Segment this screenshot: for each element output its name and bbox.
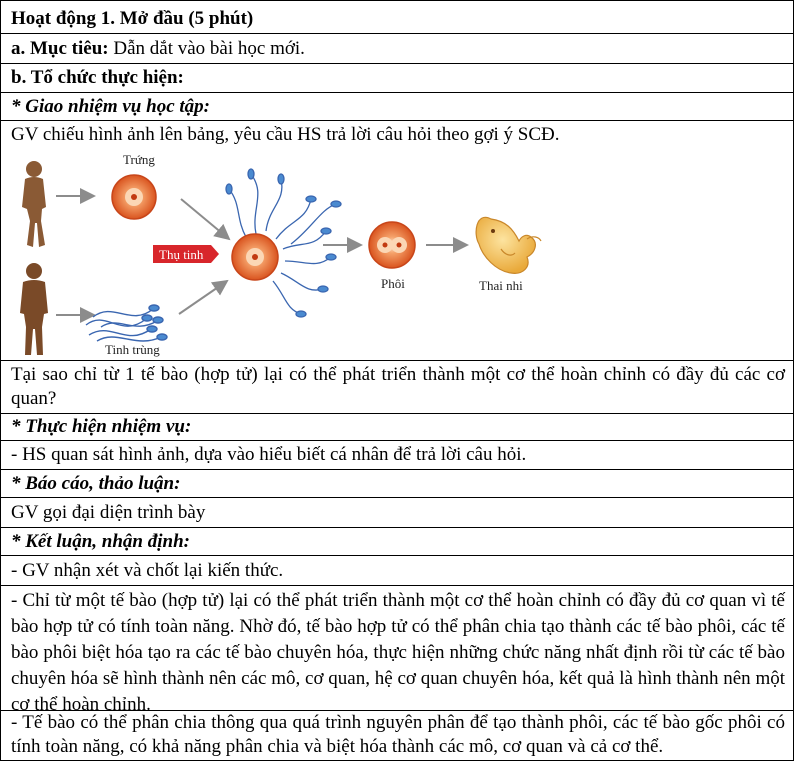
arrow [179, 281, 227, 314]
task-assign-text: GV chiếu hình ảnh lên bảng, yêu cầu HS trả lời câu hỏi theo gợi ý SCĐ. [11, 124, 560, 145]
egg-label: Trứng [123, 152, 155, 167]
divider [1, 440, 793, 441]
sperm-cluster-icon [86, 305, 167, 341]
egg-cell-icon [112, 175, 156, 219]
divider [1, 585, 793, 586]
zygote-cell-icon [232, 234, 278, 280]
divider [1, 497, 793, 498]
male-figure-icon [20, 263, 48, 355]
female-figure-icon [22, 161, 46, 247]
divider [1, 527, 793, 528]
divider [1, 63, 793, 64]
conclusion-paragraph-2: - Tế bào có thể phân chia thông qua quá trình nguyên phân để tạo thành phôi, các tế bào gốc phôi có tính toàn năng, có khả năng phân chia và biệt hóa thành các mô, cơ quan và cả cơ thể. [11, 712, 785, 757]
task-assign-heading: * Giao nhiệm vụ học tập: [11, 96, 210, 117]
report-text: GV gọi đại diện trình bày [11, 502, 206, 523]
task-do-text: - HS quan sát hình ảnh, dựa vào hiểu biết cá nhân để trả lời câu hỏi. [11, 444, 527, 465]
conclusion-line: - GV nhận xét và chốt lại kiến thức. [11, 560, 284, 581]
activity-title: Hoạt động 1. Mở đầu (5 phút) [11, 8, 254, 29]
fertilization-diagram [1, 149, 793, 361]
report-heading: * Báo cáo, thảo luận: [11, 473, 181, 494]
divider [1, 33, 793, 34]
fertilization-banner [153, 245, 219, 263]
objective-line [11, 36, 785, 61]
arrow [181, 199, 229, 239]
divider [1, 360, 793, 361]
conclusion-heading: * Kết luận, nhận định: [11, 531, 190, 552]
fertilization-label: Thụ tinh [159, 247, 204, 262]
objective-label: a. Mục tiêu: [11, 38, 109, 59]
fetus-icon [476, 217, 541, 273]
sperm-label: Tinh trùng [105, 342, 160, 357]
divider [1, 469, 793, 470]
embryo-label: Phôi [381, 276, 405, 291]
fetus-label: Thai nhi [479, 278, 523, 293]
divider [1, 555, 793, 556]
divider [1, 120, 793, 121]
question-text: Tại sao chỉ từ 1 tế bào (hợp tử) lại có thể phát triển thành một cơ thể hoàn chỉnh có đầy đủ các cơ quan? [11, 364, 785, 409]
objective-text: Dẫn dắt vào bài học mới. [108, 38, 305, 59]
conclusion-paragraph-1: - Chỉ từ một tế bào (hợp tử) lại có thể phát triển thành một cơ thể hoàn chỉnh có đầy đủ cơ quan vì tế bào hợp tử có tính toàn năng. Nhờ đó, tế bào hợp tử có thể phân chia tạo thành các tế bào phôi, các tế bào phôi biệt hóa tạo ra các tế bào chuyên hóa, thực hiện những chức năng nhất định rồi từ các tế bào chuyên hóa sẽ hình thành nên các mô, cơ quan, hệ cơ quan chuyên hóa, kết quả là hình thành nên một cơ thể hoàn chỉnh. [11, 590, 785, 715]
organization-label: b. Tổ chức thực hiện: [11, 67, 184, 88]
task-do-heading: * Thực hiện nhiệm vụ: [11, 416, 192, 437]
divider [1, 92, 793, 93]
embryo-cell-icon [369, 222, 415, 268]
